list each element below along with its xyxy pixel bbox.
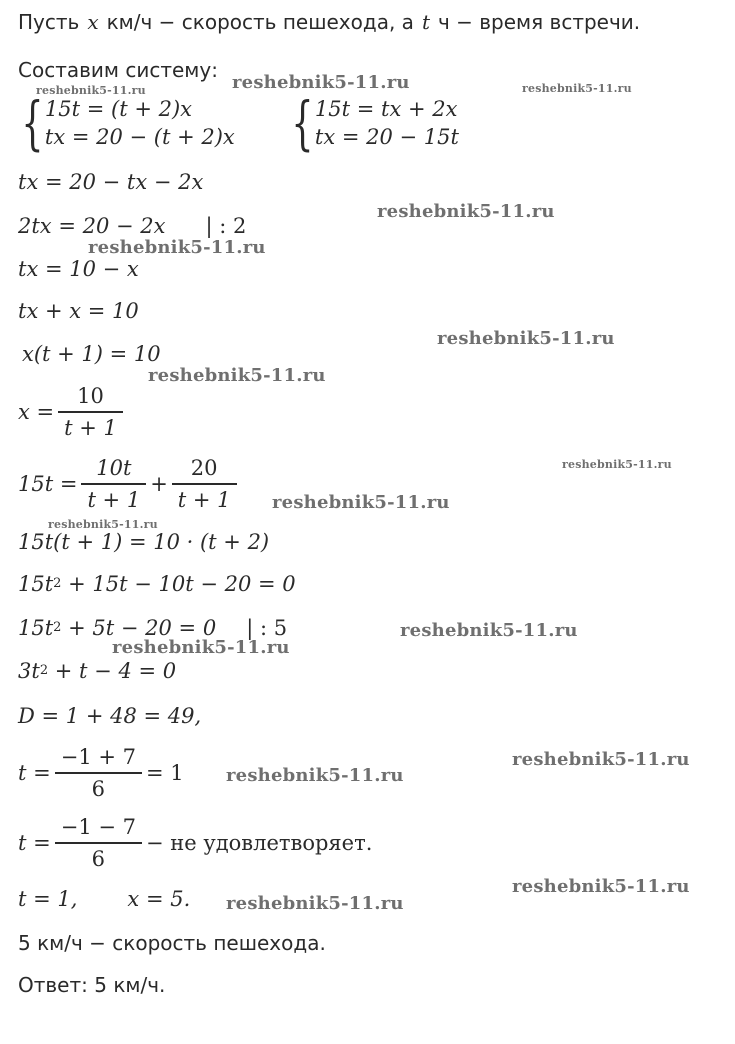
step-10-part-a: 15t [18, 616, 54, 640]
step-7 [18, 452, 241, 516]
step-9-part-a: 15t [18, 572, 54, 596]
step-14-lhs: t = [18, 831, 51, 855]
step-3-text: tx = 10 − x [18, 257, 139, 281]
intro-text-2: км/ч − скорость пешехода, а [106, 10, 414, 34]
step-11-part-a: 3t [18, 659, 40, 683]
step-7-fraction-2 [172, 453, 237, 515]
step-13 [18, 740, 184, 806]
step-7-fraction-1 [81, 453, 146, 515]
system-2 [284, 89, 459, 157]
watermark: reshebnik5-11.ru [437, 328, 615, 349]
step-15-t-value: t = 1, [18, 887, 78, 911]
step-2 [18, 212, 246, 240]
system-2-eq-1: 15t = tx + 2x [314, 97, 458, 121]
answer-text: Ответ: 5 км/ч. [18, 973, 166, 997]
step-13-denominator: 6 [91, 776, 106, 801]
compose-text: Составим систему: [18, 58, 218, 82]
system-1-eq-1: 15t = (t + 2)x [44, 97, 192, 121]
step-14 [18, 810, 372, 876]
watermark: reshebnik5-11.ru [522, 82, 632, 95]
watermark: reshebnik5-11.ru [232, 72, 410, 93]
watermark: reshebnik5-11.ru [36, 84, 146, 97]
compose-heading [18, 56, 218, 84]
step-10-part-b: + 5t − 20 = 0 [68, 616, 217, 640]
system-2-eq-2: tx = 20 − 15t [314, 125, 459, 149]
step-14-rhs: − не удовлетворяет. [145, 831, 373, 855]
step-1-text: tx = 20 − tx − 2x [18, 170, 204, 194]
step-6-lhs: x = [18, 400, 55, 424]
watermark: reshebnik5-11.ru [512, 749, 690, 770]
watermark: reshebnik5-11.ru [400, 620, 578, 641]
watermark: reshebnik5-11.ru [562, 458, 672, 471]
step-13-lhs: t = [18, 761, 51, 785]
step-14-fraction [55, 812, 142, 874]
step-7-plus: + [150, 472, 168, 496]
step-7-numerator-1: 10t [96, 456, 132, 481]
step-14-numerator: −1 − 7 [60, 815, 136, 840]
watermark: reshebnik5-11.ru [226, 765, 404, 786]
intro-var-x: x [87, 10, 99, 34]
intro-var-t: t [421, 10, 430, 34]
step-5 [22, 340, 161, 368]
system-1-eq-2: tx = 20 − (t + 2)x [44, 125, 235, 149]
intro-text-1: Пусть [18, 10, 80, 34]
step-1 [18, 168, 203, 196]
step-10-divide: | : 5 [246, 616, 288, 640]
step-7-denominator-1: t + 1 [87, 487, 141, 512]
step-2-divide: | : 2 [205, 214, 247, 238]
step-2-text: 2tx = 20 − 2x [18, 214, 166, 238]
step-8 [18, 528, 269, 556]
watermark: reshebnik5-11.ru [272, 492, 450, 513]
system-2-brace: { [291, 89, 314, 157]
step-3 [18, 255, 139, 283]
step-8-text: 15t(t + 1) = 10 · (t + 2) [18, 530, 270, 554]
watermark: reshebnik5-11.ru [226, 893, 404, 914]
watermark: reshebnik5-11.ru [112, 637, 290, 658]
step-15 [18, 885, 190, 913]
step-13-rhs: = 1 [145, 761, 184, 785]
step-13-fraction [55, 742, 142, 804]
system-1-brace: { [21, 89, 44, 157]
intro-text-3: ч − время встречи. [437, 10, 641, 34]
watermark: reshebnik5-11.ru [377, 201, 555, 222]
step-6 [18, 380, 127, 444]
step-6-fraction [58, 381, 123, 443]
step-15-x-value: x = 5. [127, 887, 191, 911]
watermark: reshebnik5-11.ru [148, 365, 326, 386]
step-12 [18, 702, 201, 730]
step-9-part-b: + 15t − 10t − 20 = 0 [68, 572, 296, 596]
conclusion-line [18, 929, 326, 957]
step-12-text: D = 1 + 48 = 49, [18, 704, 202, 728]
step-4-text: tx + x = 10 [18, 299, 139, 323]
step-10: 15t 2 + 5t − 20 = 0 | : 5 [18, 616, 288, 640]
step-7-lhs: 15t = [18, 472, 78, 496]
watermark: reshebnik5-11.ru [512, 876, 690, 897]
watermark: reshebnik5-11.ru [48, 518, 158, 531]
step-9: 15t 2 + 15t − 10t − 20 = 0 [18, 572, 296, 596]
step-6-denominator: t + 1 [64, 415, 117, 440]
step-14-denominator: 6 [91, 846, 106, 871]
step-4 [18, 297, 139, 325]
intro-line [18, 8, 640, 36]
watermark: reshebnik5-11.ru [88, 237, 266, 258]
step-7-denominator-2: t + 1 [177, 487, 231, 512]
step-11: 3t 2 + t − 4 = 0 [18, 659, 177, 683]
step-7-numerator-2: 20 [190, 456, 218, 481]
step-5-text: x(t + 1) = 10 [22, 342, 161, 366]
step-11-part-b: + t − 4 = 0 [54, 659, 177, 683]
conclusion-text: 5 км/ч − скорость пешехода. [18, 931, 326, 955]
step-13-numerator: −1 + 7 [60, 745, 136, 770]
answer-line [18, 971, 165, 999]
step-6-numerator: 10 [77, 384, 104, 409]
